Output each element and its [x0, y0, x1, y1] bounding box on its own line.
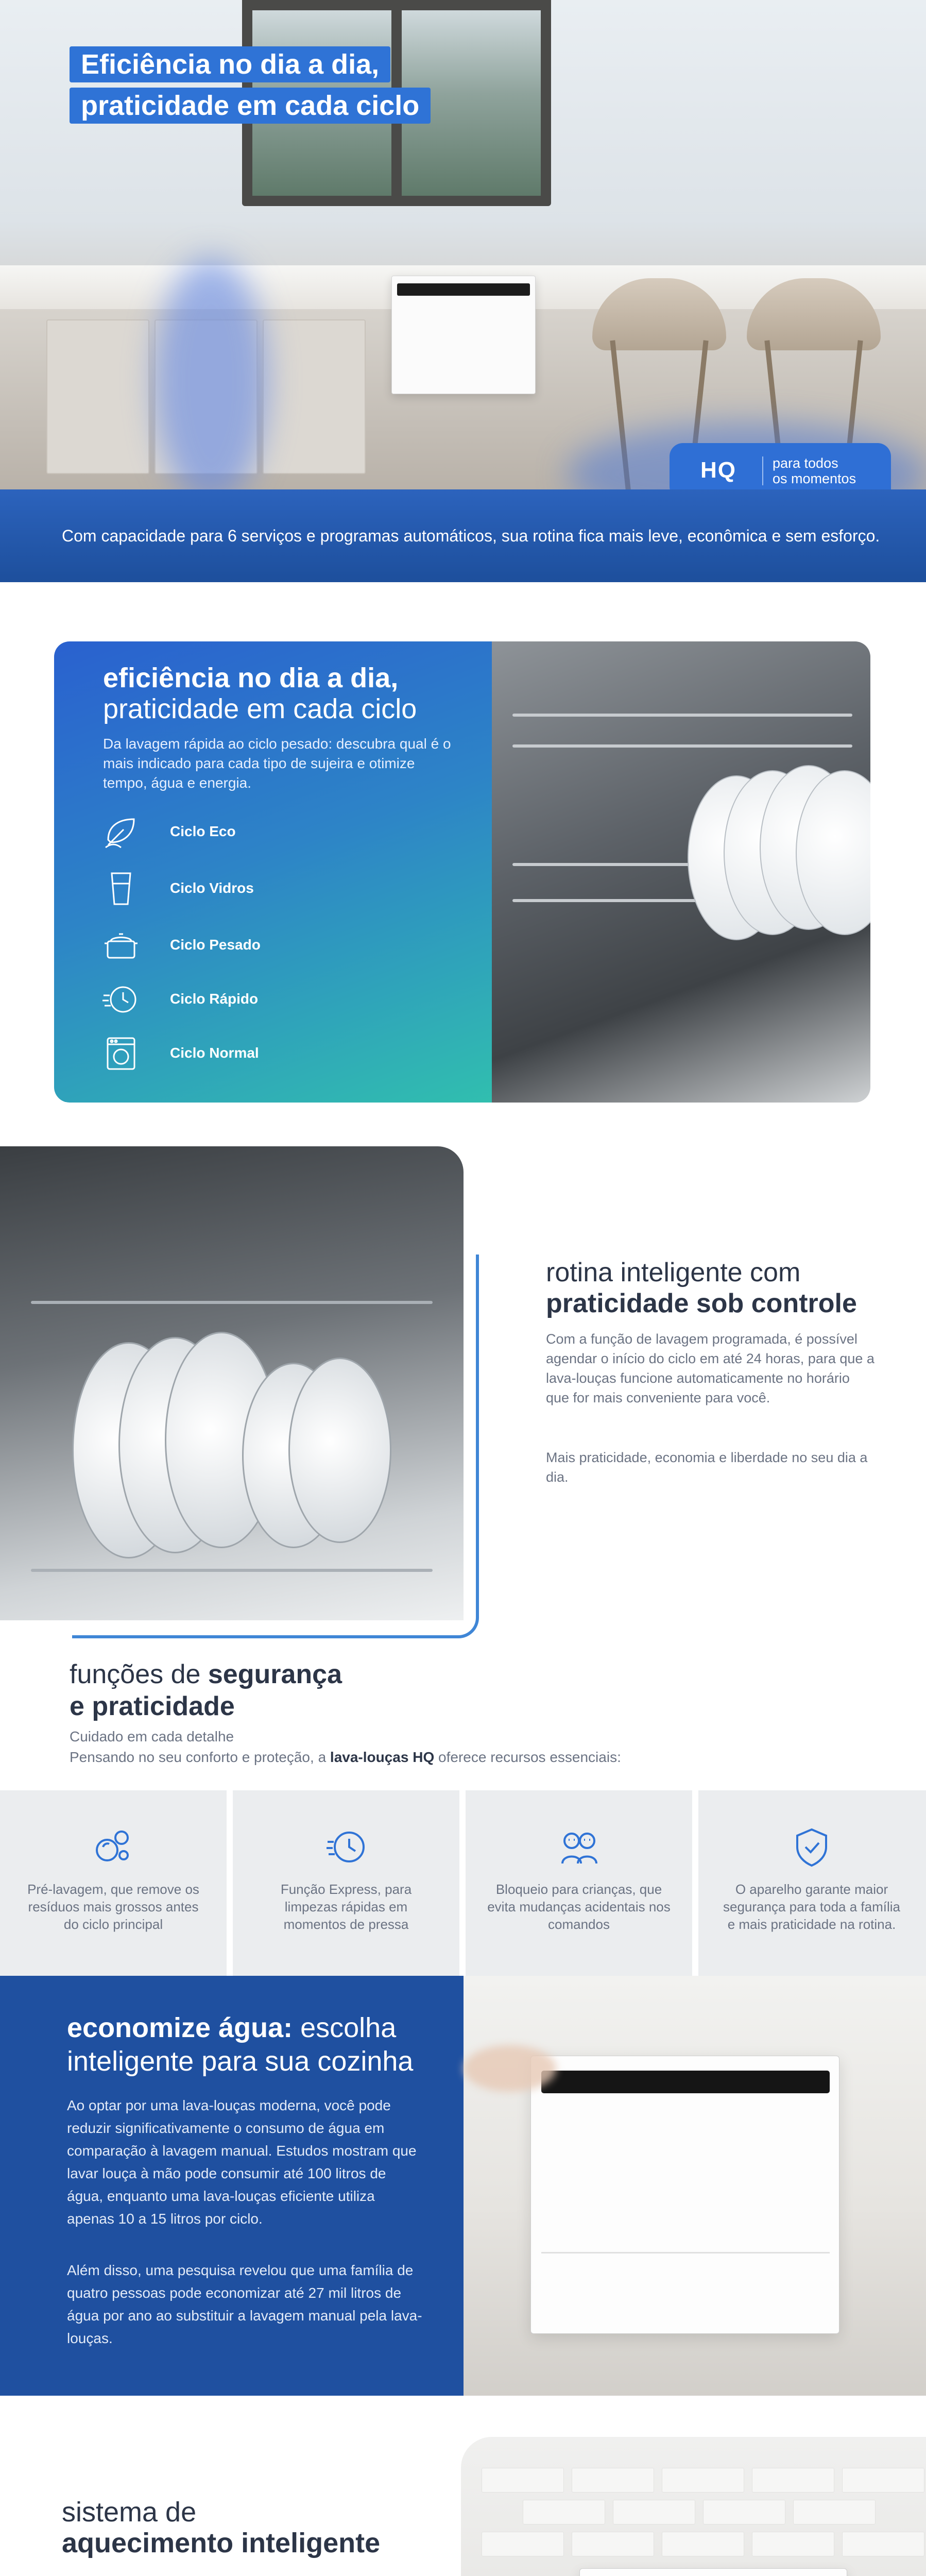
hero-headline-line2: praticidade em cada ciclo: [70, 88, 431, 124]
heating-title-regular: sistema de: [62, 2497, 197, 2528]
programs-card: [54, 641, 870, 1103]
child-lock-icon: [553, 1821, 605, 1873]
safety-feature-express: [233, 1790, 459, 1976]
program-label-normal: Ciclo Normal: [170, 1045, 259, 1061]
routine-paragraph-2: Mais praticidade, economia e liberdade no seu dia a dia.: [546, 1450, 868, 1485]
heavy-pot-icon: [98, 922, 144, 969]
safety-feature-childlock-text: Bloqueio para crianças, que evita mudanças acidentais nos comandos: [487, 1882, 671, 1932]
routine-photo-block: [0, 1146, 482, 1638]
hero-headline-line1: Eficiência no dia a dia,: [70, 46, 390, 82]
programs-description: Da lavagem rápida ao ciclo pesado: descubra qual é o mais indicado para cada tipo de sujeira e otimize tempo, água e energia.: [103, 736, 451, 791]
safety-feature-shield-text: O aparelho garante maior segurança para toda a família e mais praticidade na rotina.: [723, 1882, 900, 1932]
intro-text: Com capacidade para 6 serviços e programas automáticos, sua rotina fica mais leve, econômica e sem esforço.: [62, 527, 880, 545]
dishwasher-interior-image: [492, 641, 870, 1103]
glass-icon: [98, 866, 144, 912]
program-label-glass: Ciclo Vidros: [170, 880, 254, 896]
water-title-line1: economize água: escolha: [67, 2012, 397, 2043]
brand-tagline-line2: os momentos: [773, 471, 856, 486]
safety-feature-shield: [698, 1790, 926, 1976]
dishwasher-icon: [98, 1030, 144, 1077]
program-item-fast: [98, 976, 355, 1023]
safety-title-line2: e praticidade: [70, 1691, 235, 1721]
brand-tagline-line1: para todos: [773, 455, 838, 471]
routine-title-regular: rotina inteligente com: [546, 1258, 801, 1287]
water-title-line2: inteligente para sua cozinha: [67, 2046, 414, 2077]
heating-title-bold: aquecimento inteligente: [62, 2528, 381, 2558]
safety-title-regular: funções de: [70, 1659, 201, 1689]
safety-feature-prewash: [0, 1790, 227, 1976]
routine-title-bold: praticidade sob controle: [546, 1289, 857, 1318]
programs-title-bold: eficiência no dia a dia,: [103, 663, 399, 693]
safety-feature-childlock: [466, 1790, 692, 1976]
routine-paragraph-1: Com a função de lavagem programada, é possível agendar o início do ciclo em até 24 horas, para que a lava-louças funcione automaticamente no horário que for mais conveniente para você.: [546, 1331, 874, 1405]
brand-badge: [670, 443, 891, 489]
program-item-glass: [98, 866, 355, 912]
hero-dishwasher-image: [391, 276, 536, 394]
program-label-fast: Ciclo Rápido: [170, 991, 259, 1007]
safety-feature-prewash-text: Pré-lavagem, que remove os resíduos mais grossos antes do ciclo principal: [27, 1882, 199, 1932]
shield-check-icon: [786, 1821, 837, 1873]
water-paragraph-1: Ao optar por uma lava-louças moderna, você pode reduzir significativamente o consumo de água em comparação à lavagem manual. Estudos mostram que lavar louça à mão pode consumir até 100 litros de água, enquanto uma lava-louças eficiente utiliza apenas 10 a 15 litros por ciclo.: [67, 2097, 417, 2227]
intro-banner: [0, 489, 926, 582]
program-item-heavy: [98, 922, 355, 969]
safety-title-bold: segurança: [208, 1659, 342, 1689]
safety-subtitle: Cuidado em cada detalhe: [70, 1728, 234, 1744]
safety-feature-express-text: Função Express, para limpezas rápidas em momentos de pressa: [280, 1882, 412, 1932]
program-label-heavy: Ciclo Pesado: [170, 937, 261, 953]
express-clock-icon: [320, 1821, 372, 1873]
heating-photo: [461, 2437, 926, 2576]
countertop-dishwasher-image: [530, 2056, 839, 2334]
eco-leaf-icon: [98, 809, 144, 855]
safety-intro-text: Pensando no seu conforto e proteção, a lava-louças HQ oferece recursos essenciais:: [70, 1749, 621, 1765]
programs-title-regular: praticidade em cada ciclo: [103, 693, 417, 724]
hero-banner: [0, 0, 926, 489]
prewash-bubbles-icon: [88, 1821, 139, 1873]
program-item-eco: [98, 809, 355, 855]
brand-logo: HQ: [700, 457, 736, 483]
water-paragraph-2: Além disso, uma pesquisa revelou que uma família de quatro pessoas pode economizar até 27 mil litros de água por ano ao substituir a lavagem manual pela lava-louças.: [67, 2262, 422, 2346]
fast-clock-icon: [98, 976, 144, 1023]
dishwasher-open-rack-image: [0, 1146, 464, 1620]
program-item-normal: [98, 1030, 355, 1077]
program-label-eco: Ciclo Eco: [170, 823, 236, 839]
safety-brand-highlight: lava-louças HQ: [330, 1749, 435, 1765]
water-title-bold: economize água:: [67, 2012, 293, 2043]
safety-title-line1: [70, 1659, 342, 1690]
heating-dishwasher-image: [579, 2568, 847, 2576]
